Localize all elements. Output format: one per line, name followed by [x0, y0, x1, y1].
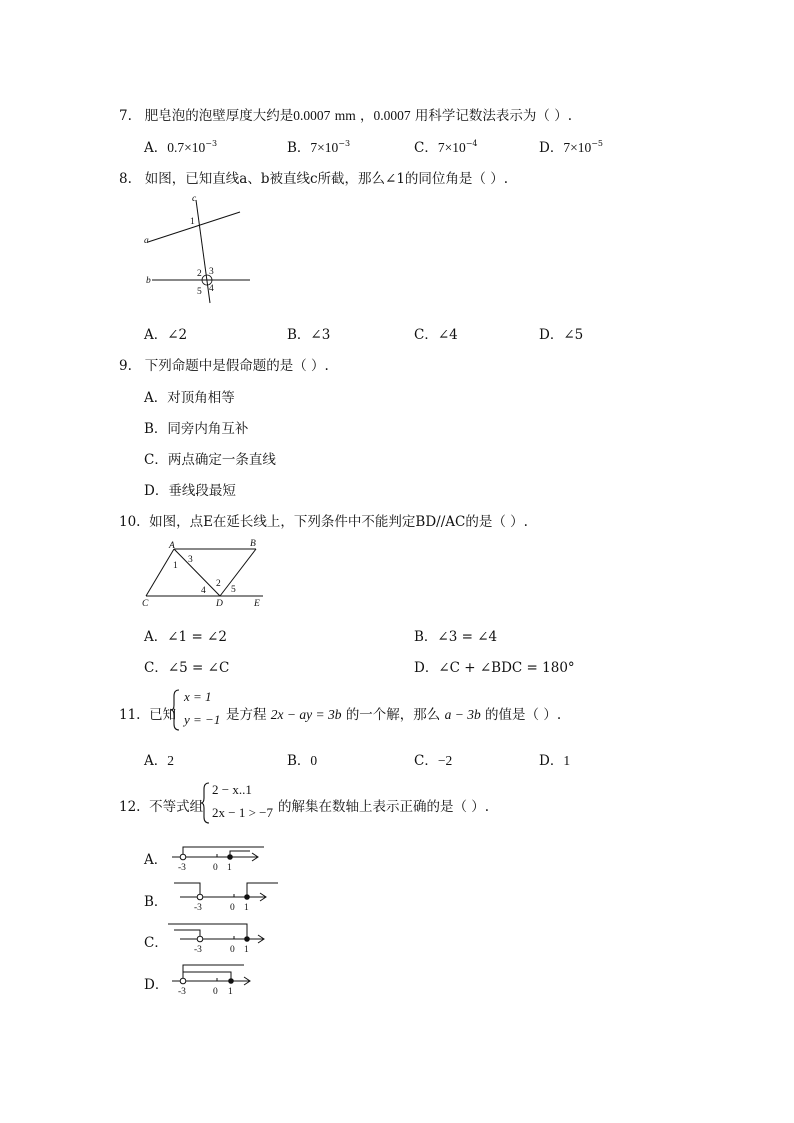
option-text: 0 [310, 753, 318, 768]
option-text: ∠C + ∠BDC = 180° [438, 660, 575, 676]
question-text: 如图，点E在延长线上，下列条件中不能判定BD//AC的是（ ）. [149, 514, 528, 530]
q8-option-b[interactable] [287, 323, 330, 343]
question-12-continued [278, 795, 489, 815]
q9-option-c[interactable] [144, 448, 276, 468]
option-text: ∠4 [437, 327, 458, 343]
option-text: ∠3 = ∠4 [437, 629, 498, 645]
option-label: D． [539, 753, 564, 769]
label-C: C [142, 599, 149, 609]
inequality-line-2: 2x − 1 > −7 [212, 805, 273, 820]
label-5: 5 [197, 287, 202, 297]
q10-option-c[interactable] [144, 656, 229, 676]
unit: mm [334, 108, 356, 123]
q11-option-b[interactable] [287, 749, 317, 769]
label-c: c [192, 194, 197, 204]
label-4: 4 [209, 284, 214, 294]
option-label: A． [144, 629, 168, 645]
q10-option-d[interactable] [414, 656, 575, 676]
question-12 [119, 795, 203, 815]
tick-1: 1 [227, 863, 232, 873]
number-line-d[interactable] [166, 960, 266, 996]
label-D: D [216, 599, 223, 609]
figure-transversal [140, 190, 260, 308]
option-label: D． [539, 140, 564, 156]
q9-option-b[interactable] [144, 417, 248, 437]
q10-option-a[interactable] [144, 625, 227, 645]
option-mantissa: 7×10 [310, 140, 339, 155]
equation: 2x − ay = 3b [270, 707, 342, 722]
option-label: B． [287, 753, 311, 769]
label-3: 3 [188, 555, 193, 565]
label-2: 2 [216, 579, 221, 589]
q12-option-a[interactable] [144, 848, 167, 868]
option-label: B． [144, 894, 168, 910]
q8-option-d[interactable] [539, 323, 583, 343]
option-mantissa: 0.7×10 [167, 140, 206, 155]
segment-bd [220, 549, 256, 596]
tick-neg3: -3 [194, 903, 202, 913]
label-B: B [250, 539, 256, 549]
question-text: 下列命题中是假命题的是（ ）. [144, 358, 329, 374]
inequality-line-1: 2 − x..1 [212, 782, 252, 797]
option-label: C． [414, 327, 438, 343]
expression: a − 3b [444, 707, 481, 722]
question-text: 的一个解，那么 [345, 707, 441, 723]
tick-0: 0 [230, 903, 235, 913]
label-1: 1 [190, 217, 195, 227]
option-label: C． [144, 660, 168, 676]
option-label: A． [144, 390, 168, 406]
q12-option-b[interactable] [144, 890, 167, 910]
question-11 [119, 703, 176, 723]
option-text: 2 [167, 753, 174, 768]
number-line-a[interactable] [166, 840, 266, 874]
figure-parallelogram [138, 536, 274, 612]
q7-option-a[interactable] [144, 136, 217, 156]
q9-option-d[interactable] [144, 479, 236, 499]
question-number: 9. [119, 358, 132, 374]
option-mantissa: 7×10 [437, 140, 466, 155]
q12-option-c[interactable] [144, 931, 168, 951]
label-b: b [146, 276, 151, 286]
label-5: 5 [231, 585, 236, 595]
option-text: 1 [563, 753, 571, 768]
option-text: −2 [437, 753, 453, 768]
q11-option-d[interactable] [539, 749, 570, 769]
question-text-end: 用科学记数法表示为（ ）. [414, 108, 573, 124]
option-text: ∠5 [563, 327, 584, 343]
q12-option-d[interactable] [144, 973, 168, 993]
thickness-value: 0.0007 [293, 108, 331, 123]
number-line-c[interactable] [166, 920, 276, 954]
option-label: C． [144, 452, 168, 468]
option-text: ∠5 = ∠C [167, 660, 230, 676]
question-number: 11. [119, 707, 141, 723]
tick-0: 0 [230, 945, 235, 954]
tick-1: 1 [228, 987, 233, 996]
tick-neg3: -3 [194, 945, 202, 954]
option-exponent: −3 [338, 139, 351, 148]
option-label: A． [144, 327, 168, 343]
question-number: 12. [119, 799, 141, 815]
system-brace [171, 689, 181, 731]
system-line-1: x = 1 [184, 689, 212, 704]
option-text: 对顶角相等 [167, 390, 235, 406]
q9-option-a[interactable] [144, 386, 235, 406]
number-line-b[interactable] [166, 880, 286, 914]
option-text: ∠3 [310, 327, 331, 343]
question-text: 肥皂泡的泡壁厚度大约是 [144, 108, 294, 124]
option-label: D． [414, 660, 439, 676]
option-text: 垂线段最短 [168, 483, 236, 499]
system-line-2: y = −1 [184, 712, 221, 727]
label-a: a [144, 236, 149, 246]
q7-option-d[interactable] [539, 136, 603, 156]
q11-option-c[interactable] [414, 749, 452, 769]
label-2: 2 [197, 269, 202, 279]
question-text-end: 的解集在数轴上表示正确的是（ ）. [278, 799, 490, 815]
label-4: 4 [201, 586, 206, 596]
option-label: C． [414, 140, 438, 156]
option-label: B． [287, 327, 311, 343]
option-label: B． [414, 629, 438, 645]
q7-option-b[interactable] [287, 136, 350, 156]
option-mantissa: 7×10 [563, 140, 592, 155]
option-label: A． [144, 852, 168, 868]
inequality-brace [201, 782, 211, 824]
segment-ad [174, 549, 220, 596]
question-number: 7. [119, 108, 132, 124]
label-A: A [169, 541, 175, 551]
question-text: 已知 [149, 707, 177, 723]
option-label: C． [414, 753, 438, 769]
option-text: 两点确定一条直线 [167, 452, 276, 468]
option-label: D． [144, 977, 169, 993]
option-label: A． [144, 753, 168, 769]
tick-neg3: -3 [178, 863, 186, 873]
question-7 [119, 104, 572, 124]
tick-1: 1 [244, 903, 249, 913]
question-text-end: 的值是（ ）. [485, 707, 562, 723]
question-8 [119, 167, 508, 187]
option-exponent: −5 [591, 139, 603, 148]
tick-0: 0 [213, 987, 218, 996]
q8-option-c[interactable] [414, 323, 458, 343]
q8-option-a[interactable] [144, 323, 187, 343]
option-exponent: −4 [465, 139, 478, 148]
value-repeat: 0.0007 [373, 108, 411, 123]
question-9 [119, 354, 329, 374]
question-number: 10. [119, 514, 141, 530]
q10-option-b[interactable] [414, 625, 497, 645]
label-E: E [254, 599, 260, 609]
option-label: D． [144, 483, 169, 499]
tick-neg3: -3 [178, 987, 186, 996]
option-text: ∠1 = ∠2 [167, 629, 227, 645]
option-text: 同旁内角互补 [167, 421, 249, 437]
question-11-continued [226, 703, 561, 723]
question-text: 如图，已知直线a、b被直线c所截，那么∠1的同位角是（ ）. [144, 171, 508, 187]
question-number: 8. [119, 171, 132, 187]
q7-option-c[interactable] [414, 136, 478, 156]
segment-ac [146, 549, 174, 596]
option-label: B． [144, 421, 168, 437]
option-text: ∠2 [167, 327, 188, 343]
option-label: C． [144, 935, 168, 951]
option-label: B． [287, 140, 311, 156]
label-3: 3 [209, 267, 214, 277]
tick-0: 0 [213, 863, 218, 873]
question-text: 是方程 [226, 707, 267, 723]
option-label: D． [539, 327, 564, 343]
label-1: 1 [173, 561, 178, 571]
option-label: A． [144, 140, 168, 156]
tick-1: 1 [244, 945, 249, 954]
comma: ， [360, 108, 374, 124]
question-text: 不等式组 [149, 799, 204, 815]
q11-option-a[interactable] [144, 749, 174, 769]
question-10 [119, 510, 528, 530]
option-exponent: −3 [205, 139, 218, 148]
